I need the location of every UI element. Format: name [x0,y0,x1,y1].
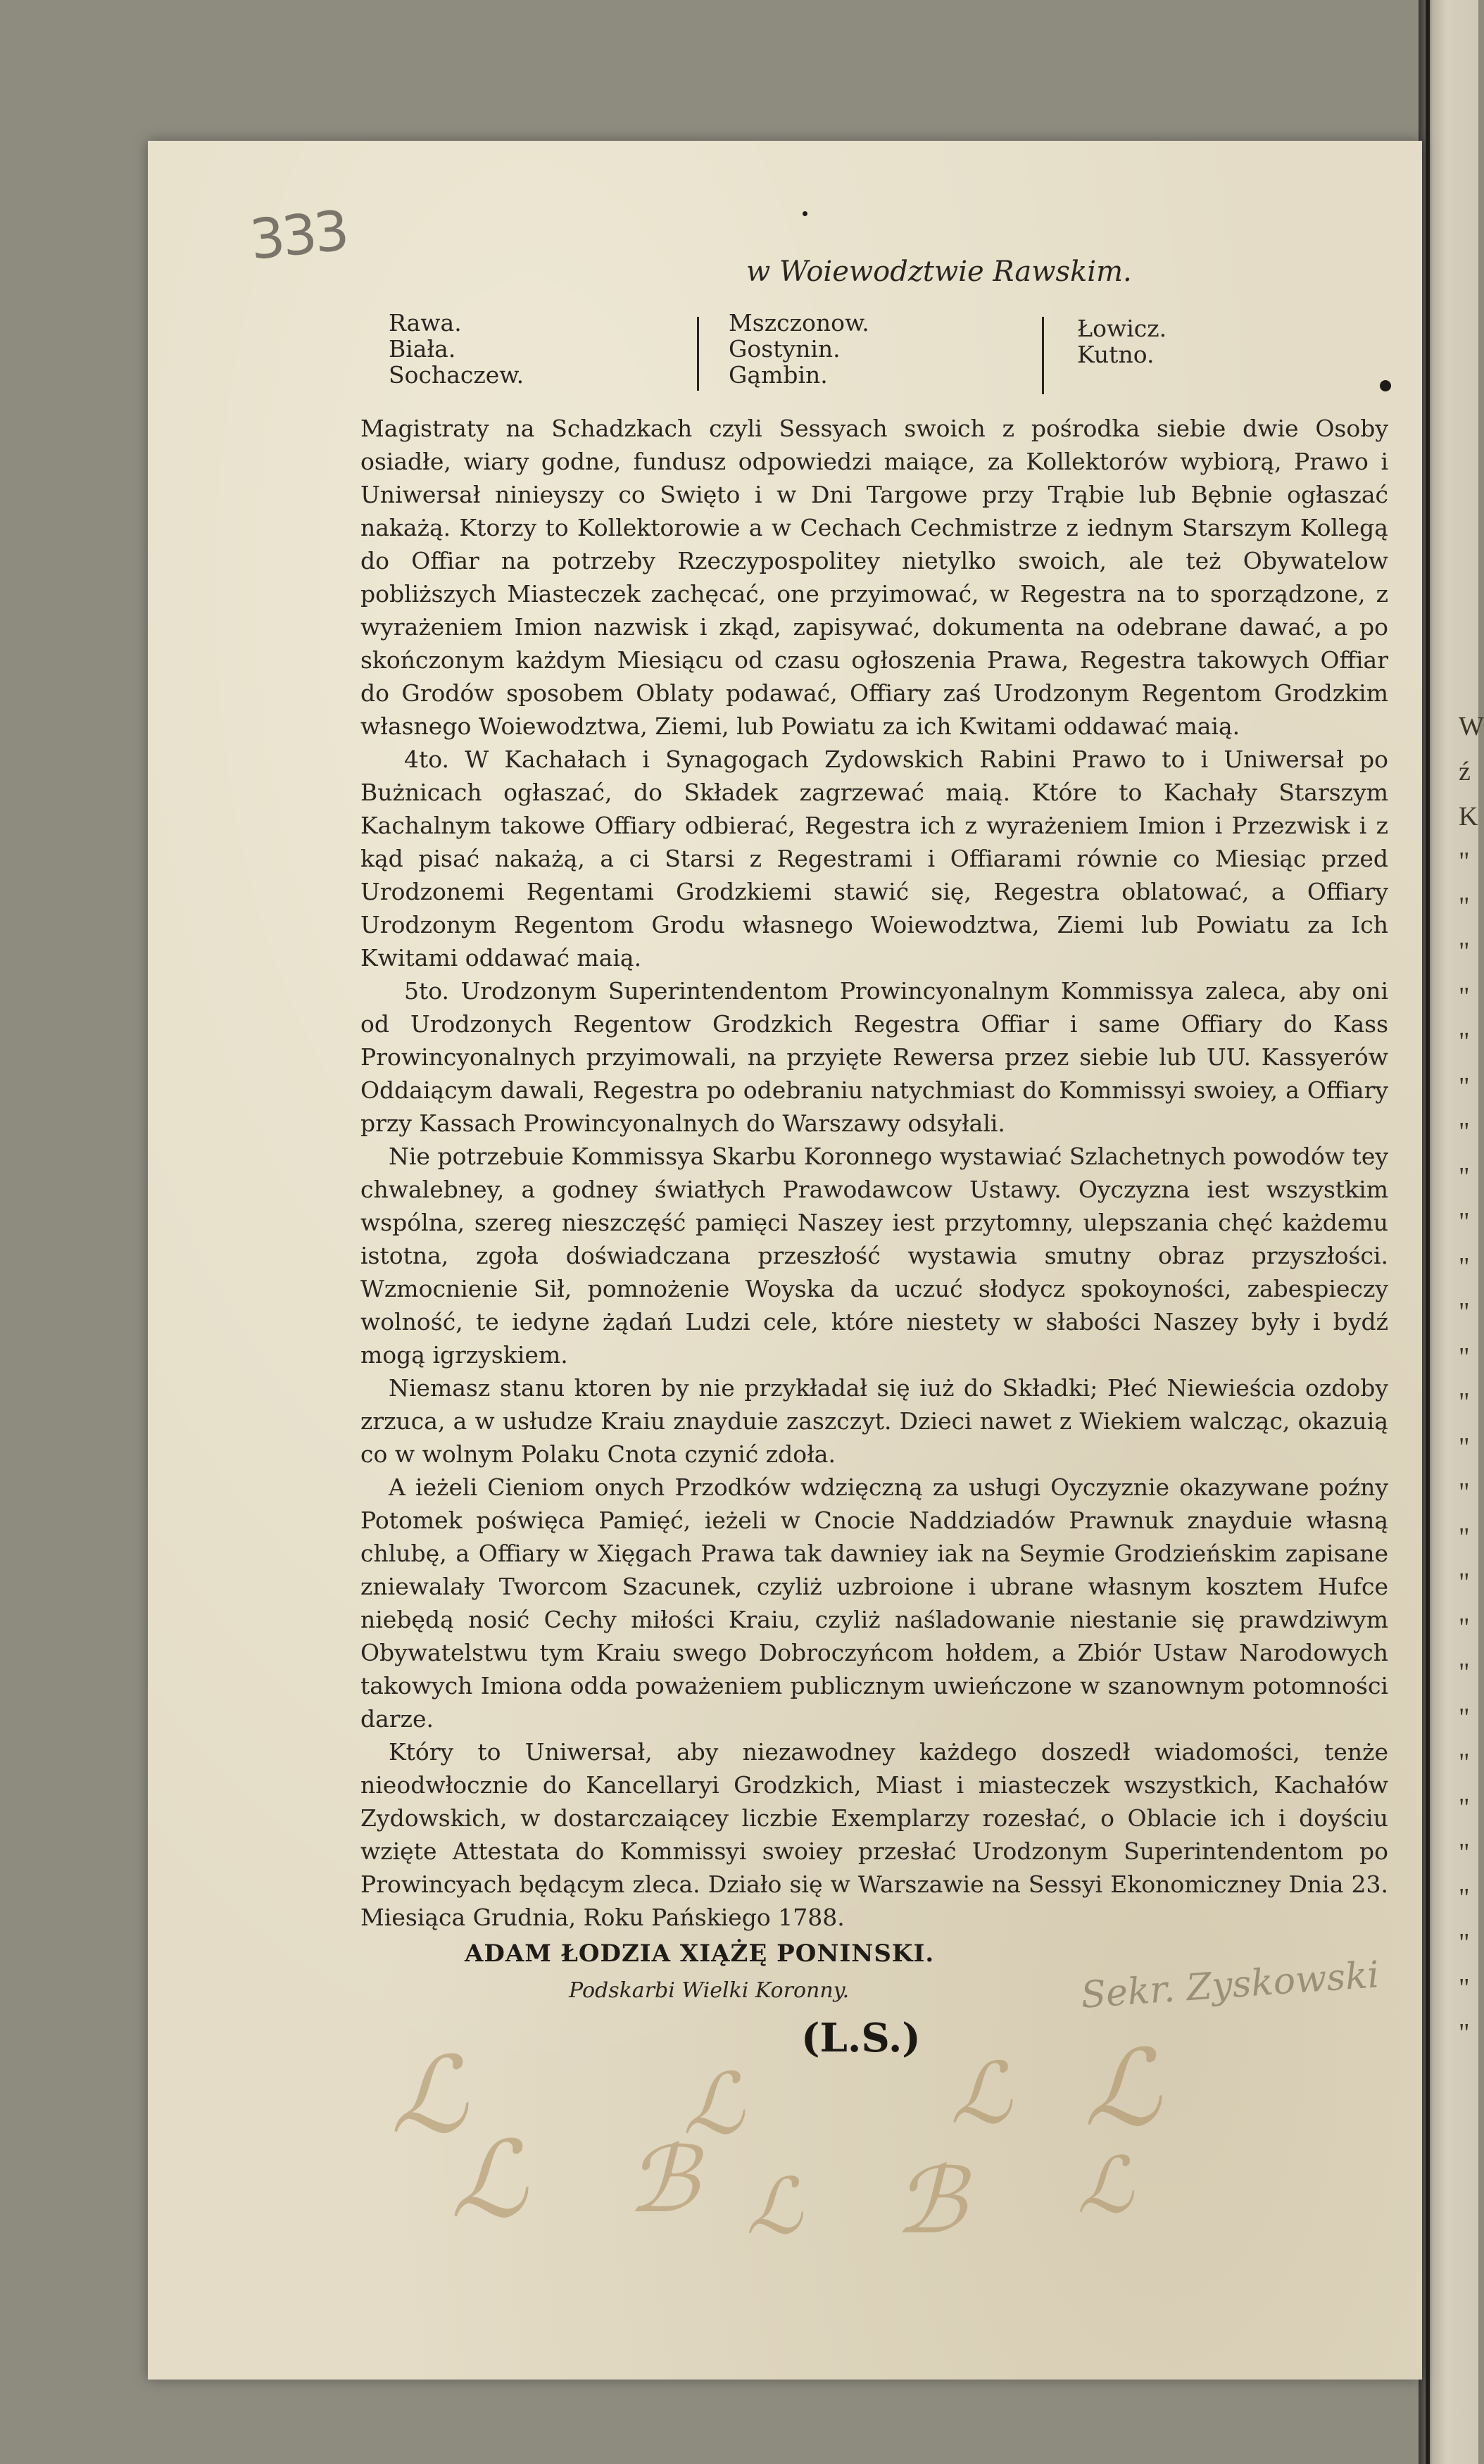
margin-mark: " [1459,1117,1470,1147]
margin-mark: " [1459,1658,1470,1687]
paragraph-5to: 5to. Urodzonym Superintendentom Prowincyonalnym Kommissya zaleca, aby oni od Urodzonych Regentow Grodzkich Regestra Offiar i same Offiary do Kass Prowincyonalnych przyimowali, na przyięte Rewersa przez siebie lub UU. Kassyerów Oddaiącym dawali, Regestra po odebraniu natychmiast do Kommissyi swoiey, a Offiary przy Kassach Prowincyonalnych do Warszawy odsyłali. [360,977,1388,1137]
document-body [360,412,1388,1934]
margin-mark: " [1459,1027,1470,1057]
flourish-icon: ℒ [451,2119,527,2242]
handwritten-signature: Sekr. Zyskowski [1079,1954,1381,2017]
column-divider [1042,317,1044,394]
town-name: Gostynin. [729,335,841,363]
flourish-icon: ℒ [746,2161,803,2251]
book-spine [1426,0,1430,2464]
margin-mark: " [1459,1883,1470,1913]
paragraph-4to: 4to. W Kachałach i Synagogach Zydowskich Rabini Prawo to i Uniwersał po Bużnicach ogłaszać, do Składek zagrzewać maią. Które to Kachały Starszym Kachalnym takowe Offiary odbierać, Regestra ich z wyrażeniem Imion i Przezwisk i z kąd pisać nakażą, a ci Starsi z Regestrami i Offiarami równie co Miesiąc przed Urodzonemi Regentami Grodzkiemi stawić się, Regestra oblatować, a Offiary Urodzonym Regentom Grodu własnego Woiewodztwa, Ziemi lub Powiatu za Ich Kwitami oddawać maią. [360,746,1388,972]
margin-mark: " [1459,1252,1470,1282]
town-column-1 [389,310,524,388]
flourish-icon: ℒ [1084,2028,1161,2150]
margin-mark: " [1459,1433,1470,1462]
flourish-icon: ℬ [894,2147,967,2254]
ink-spot [1380,380,1391,391]
town-column-2 [729,310,869,388]
margin-mark: " [1459,1478,1470,1507]
flourish-icon: ℒ [1077,2140,1133,2230]
flourish-icon: ℒ [391,2035,467,2157]
seal-mark: (L.S.) [801,2015,921,2061]
margin-mark: " [1459,937,1470,967]
margin-mark: " [1459,982,1470,1012]
ink-spot [803,211,807,216]
town-name: Biała. [389,335,456,363]
margin-mark: " [1459,1162,1470,1192]
margin-mark: " [1459,1523,1470,1552]
paragraph: A ieżeli Cieniom onych Przodków wdzięczną za usługi Oyczyznie okazywane poźny Potomek poświęca Pamięć, ieżeli w Cnocie Naddziadów Prawnuk znayduie własną chlubę, a Offiary w Xięgach Prawa tak dawniey iak na Seymie Grodzieńskim zapisane zniewalały Tworcom Szacunek, czyliż uzbroione i ubrane własnym kosztem Hufce niebędą nosić Cechy miłości Kraiu, czyliż naśladowanie niestanie się prawdziwym Obywatelstwu tym Kraiu swego Dobroczyńcom hołdem, a Zbiór Ustaw Narodowych takowych Imiona odda poważeniem publicznym uwieńczone w szanownym potomności darze. [360,1473,1388,1733]
paragraph: Magistraty na Schadzkach czyli Sessyach swoich z pośrodka siebie dwie Osoby osiadłe, wiary godne, fundusz odpowiedzi maiące, za Kollektorów wybiorą, Prawo i Uniwersał ninieyszy co Swięto i w Dni Targowe przy Trąbie lub Bębnie ogłaszać nakażą. Ktorzy to Kollektorowie a w Cechach Cechmistrze z iednym Starszym Kollegą do Offiar na potrzeby Rzeczypospolitey nietylko swoich, ale też Obywatelow pobliższych Miasteczek zachęcać, one przyimować, w Regestra na to sporządzone, z wyrażeniem Imion nazwisk i zkąd, zapisywać, dokumenta na odebrane dawać, a po skończonym każdym Miesiącu od czasu ogłoszenia Prawa, Regestra takowych Offiar do Grodów sposobem Oblaty podawać, Offiary zaś Urodzonym Regentom Grodzkim własnego Woiewodztwa, Ziemi, lub Powiatu za ich Kwitami oddawać maią. [360,415,1388,740]
margin-mark: " [1459,2018,1470,2048]
adjacent-page-marks [1459,704,1484,2048]
margin-mark: K [1459,802,1478,831]
margin-mark: " [1459,1568,1470,1597]
column-divider [697,317,699,391]
flourish-icon: ℬ [627,2126,699,2233]
town-name: Łowicz. [1077,315,1167,342]
flourish-icon: ℒ [950,2045,1012,2143]
signature-name: ADAM ŁODZIA XIĄŻĘ PONINSKI. [465,1940,935,1968]
margin-mark: " [1459,1343,1470,1372]
page-heading: w Woiewodztwie Rawskim. [746,256,1132,288]
paragraph-closing: Który to Uniwersał, aby niezawodney każdego doszedł wiadomości, tenże nieodwłocznie do Kancellaryi Grodzkich, Miast i miasteczek wszystkich, Kachałów Zydowskich, w dostarczaiącey liczbie Exemplarzy rozesłać, o Oblacie ich i doyściu wzięte Attestata do Kommissyi swoiey przesłać Urodzonym Superintendentom po Prowincyach będącym zleca. Działo się w Warszawie na Sessyi Ekonomiczney Dnia 23. Miesiąca Grudnia, Roku Pańskiego 1788. [360,1738,1388,1931]
signature-title: Podskarbi Wielki Koronny. [569,1978,850,2003]
margin-mark: " [1459,1748,1470,1778]
town-name: Mszczonow. [729,309,869,337]
margin-mark: " [1459,1297,1470,1327]
margin-mark: " [1459,1072,1470,1102]
town-name: Rawa. [389,309,462,337]
flourish-icon: ℒ [683,2056,744,2154]
margin-mark: " [1459,1928,1470,1958]
paragraph: Niemasz stanu ktoren by nie przykładał się iuż do Składki; Płeć Niewieścia ozdoby zrzuca, a w usłudze Kraiu znayduie zaszczyt. Dzieci nawet z Wiekiem walcząc, okazuią co w wolnym Polaku Cnota czynić zdoła. [360,1374,1388,1468]
paragraph: Nie potrzebuie Kommissya Skarbu Koronnego wystawiać Szlachetnych powodów tey chwalebney, a godney światłych Prawodawcow Ustawy. Oyczyzna iest wszystkim wspólna, szereg nieszczęść pamięci Naszey iest przytomny, ulepszania chęć każdemu istotna, zgoła doświadczana przeszłość wystawia smutny obraz przyszłości. Wzmocnienie Sił, pomnożenie Woyska da uczuć słodycz spokoyności, zabespieczy wolność, te iedyne żądań Ludzi cele, które niestety w słabości Naszey były i bydź mogą igrzyskiem. [360,1143,1388,1369]
margin-mark: " [1459,1838,1470,1868]
margin-mark: " [1459,1388,1470,1417]
margin-mark: ź [1459,757,1471,786]
margin-mark: " [1459,847,1470,876]
margin-mark: " [1459,892,1470,922]
margin-mark: " [1459,1973,1470,2003]
margin-mark: " [1459,1793,1470,1823]
margin-mark: " [1459,1613,1470,1642]
town-name: Kutno. [1077,341,1155,368]
margin-mark: " [1459,1703,1470,1733]
town-name: Gąmbin. [729,361,828,389]
town-column-3 [1077,315,1167,367]
margin-mark: " [1459,1207,1470,1237]
margin-mark: W [1459,712,1484,741]
folio-number: 333 [246,199,350,272]
town-name: Sochaczew. [389,361,524,389]
